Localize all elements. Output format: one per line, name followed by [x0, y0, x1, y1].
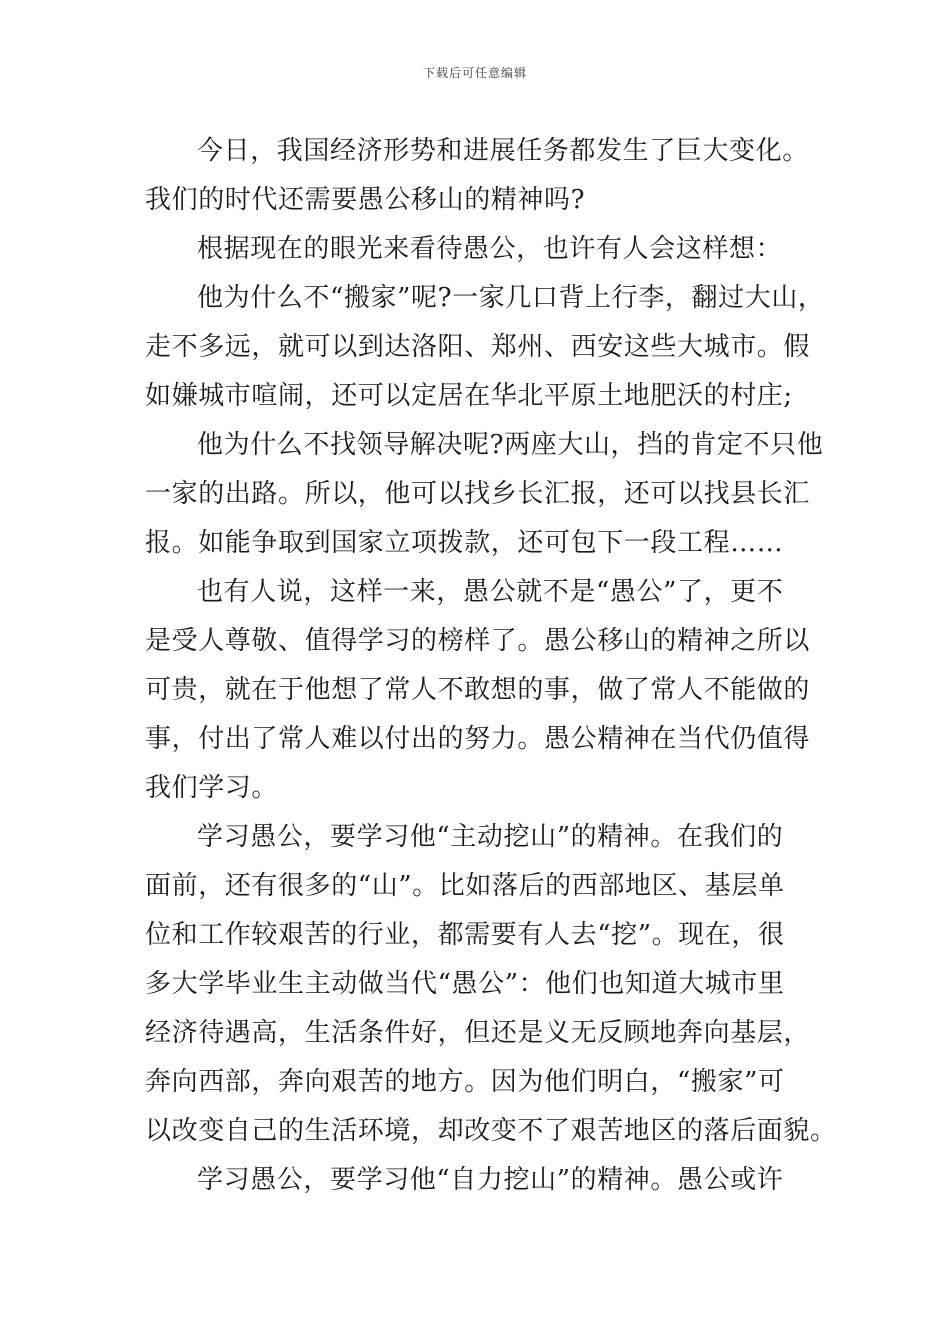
text-line: 走不多远，就可以到达洛阳、郑州、西安这些大城市。假 [145, 332, 811, 362]
text-line: 他为什么不“搬家”呢?一家几口背上行李，翻过大山， [197, 283, 825, 313]
text-line: 多大学毕业生主动做当代“愚公”：他们也知道大城市里 [145, 969, 785, 999]
paragraph [145, 127, 809, 225]
text-line: 事，付出了常人难以付出的努力。愚公精神在当代仍值得 [145, 724, 811, 754]
paragraph [145, 421, 824, 568]
text-line: 以改变自己的生活环境，却改变不了艰苦地区的落后面貌。 [145, 1116, 837, 1146]
paragraph [145, 225, 809, 274]
text-line: 根据现在的眼光来看待愚公，也许有人会这样想： [197, 234, 783, 264]
text-line: 可贵，就在于他想了常人不敢想的事，做了常人不能做的 [145, 675, 811, 705]
header-note: 下载后可任意编辑 [422, 66, 527, 80]
text-line: 我们学习。 [145, 773, 279, 803]
paragraph [145, 1156, 809, 1205]
paragraph [145, 274, 825, 421]
text-line: 经济待遇高，生活条件好，但还是义无反顾地奔向基层， [145, 1018, 811, 1048]
text-line: 今日，我国经济形势和进展任务都发生了巨大变化。 [197, 136, 809, 166]
paragraph [145, 568, 809, 813]
text-line: 面前，还有很多的“山”。比如落后的西部地区、基层单 [145, 871, 785, 901]
text-line: 一家的出路。所以，他可以找乡长汇报，还可以找县长汇 [145, 479, 811, 509]
text-line: 如嫌城市喧闹，还可以定居在华北平原土地肥沃的村庄; [145, 381, 793, 411]
text-line: 位和工作较艰苦的行业，都需要有人去“挖”。现在，很 [145, 920, 785, 950]
text-line: 学习愚公，要学习他“自力挖山”的精神。愚公或许 [197, 1165, 784, 1195]
text-line: 学习愚公，要学习他“主动挖山”的精神。在我们的 [197, 822, 784, 852]
text-line: 他为什么不找领导解决呢?两座大山，挡的肯定不只他 [197, 430, 824, 460]
document-body [145, 127, 837, 1205]
text-line: 我们的时代还需要愚公移山的精神吗? [145, 185, 586, 215]
text-line: 是受人尊敬、值得学习的榜样了。愚公移山的精神之所以 [145, 626, 811, 656]
text-line: 报。如能争取到国家立项拨款，还可包下一段工程…… [145, 528, 784, 558]
text-line: 奔向西部，奔向艰苦的地方。因为他们明白，“搬家”可 [145, 1067, 785, 1097]
paragraph [145, 813, 837, 1156]
text-line: 也有人说，这样一来，愚公就不是“愚公”了，更不 [197, 577, 784, 607]
